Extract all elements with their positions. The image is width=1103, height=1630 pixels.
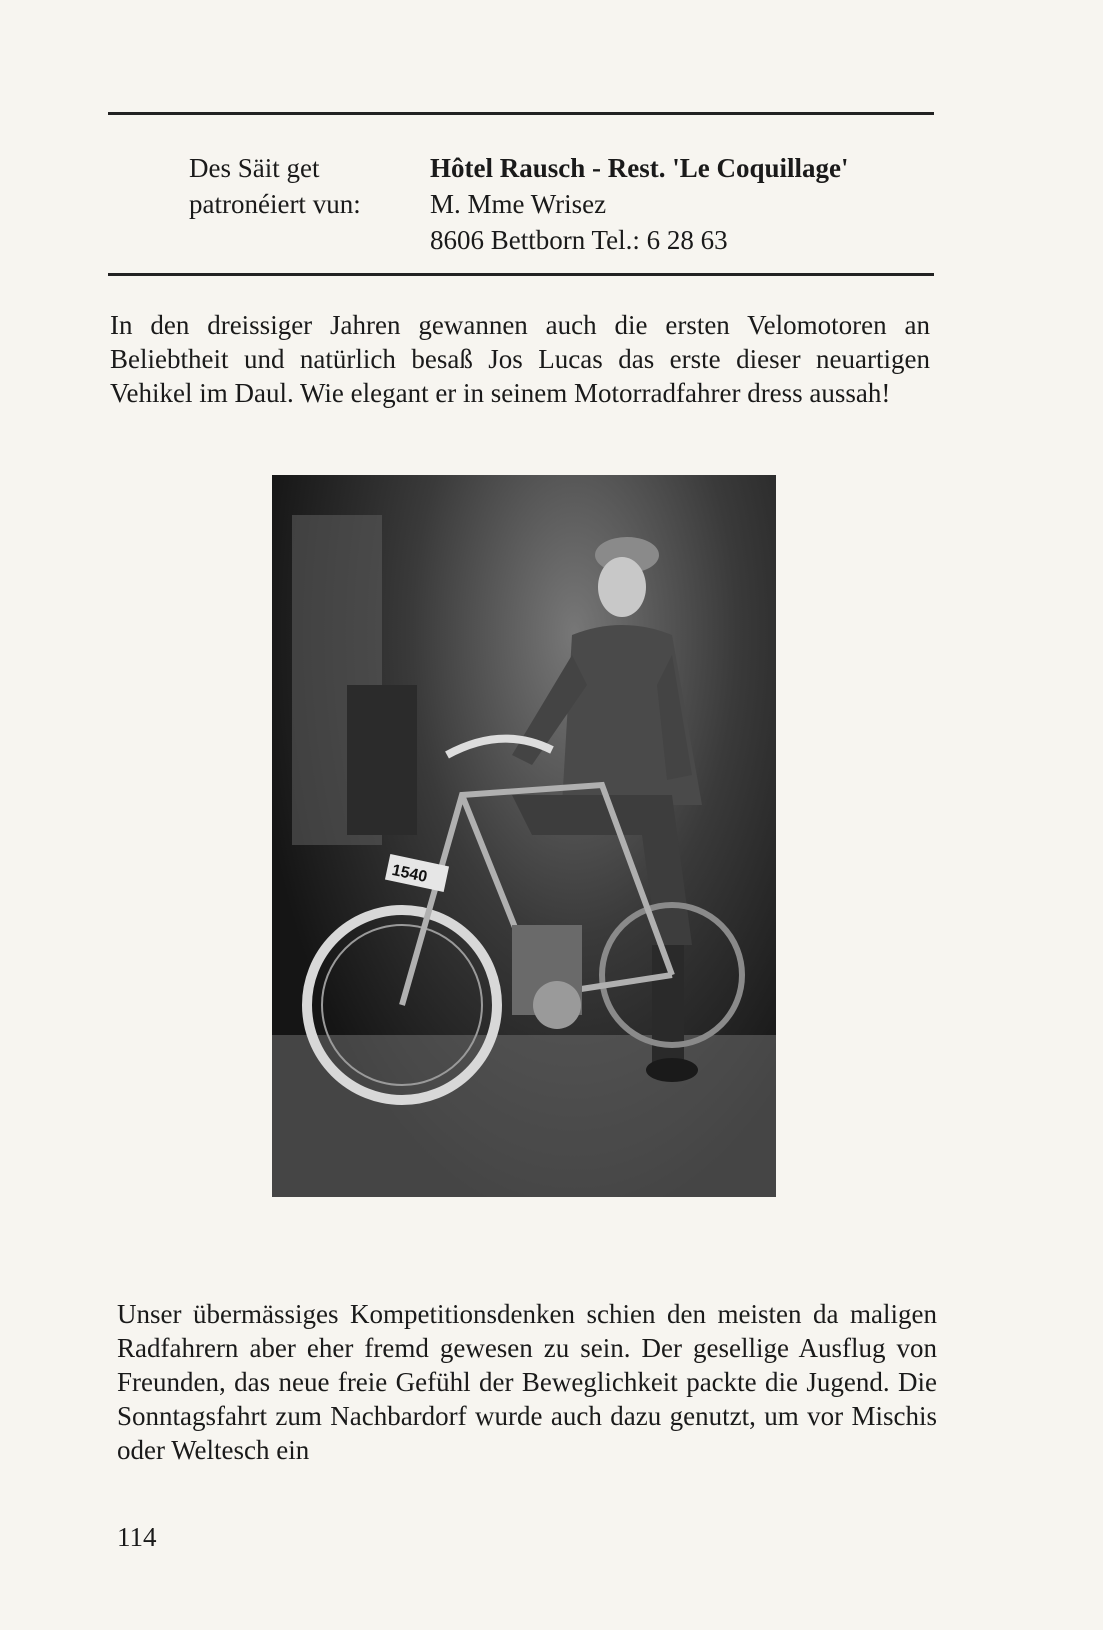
sponsor-contact: M. Mme Wrisez: [430, 189, 607, 219]
face: [598, 557, 646, 617]
bottom-divider: [108, 273, 934, 276]
paragraph-intro: In den dreissiger Jahren gewannen auch die ersten Velomotoren an Beliebtheit und natürlich besaß Jos Lucas das erste dieser neuartigen Vehikel im Daul. Wie elegant er in seinem Motorradfahrer dress aussah!: [110, 310, 930, 408]
paragraph-competition: Unser übermässiges Kompetitionsdenken schien den meisten da maligen Radfahrern aber eher fremd gewesen zu sein. Der gesellige Ausflug von Freunden, das neue freie Gefühl der Beweglichkeit packte die Jugend. Die Sonntagsfahrt zum Nachbardorf wurde auch dazu genutzt, um vor Mischis oder Weltesch ein: [117, 1299, 937, 1465]
floor: [272, 1035, 776, 1197]
sponsor-label: [189, 150, 361, 222]
sponsor-label-line1: Des Säit get: [189, 153, 320, 183]
photo-man-on-motorbike: [272, 475, 776, 1197]
top-divider: [108, 112, 934, 115]
license-plate-text: 1540: [390, 861, 429, 886]
sponsor-label-line2: patronéiert vun:: [189, 189, 361, 219]
sponsor-name: Hôtel Rausch - Rest. 'Le Coquillage': [430, 153, 849, 183]
photo-illustration: [272, 475, 776, 1197]
page-number: 114: [117, 1522, 157, 1552]
shoe: [646, 1058, 698, 1082]
trousers: [512, 795, 692, 945]
sponsor-info: [430, 150, 849, 258]
engine-pulley: [533, 981, 581, 1029]
sponsor-address: 8606 Bettborn Tel.: 6 28 63: [430, 225, 728, 255]
backdrop-column: [347, 685, 417, 835]
